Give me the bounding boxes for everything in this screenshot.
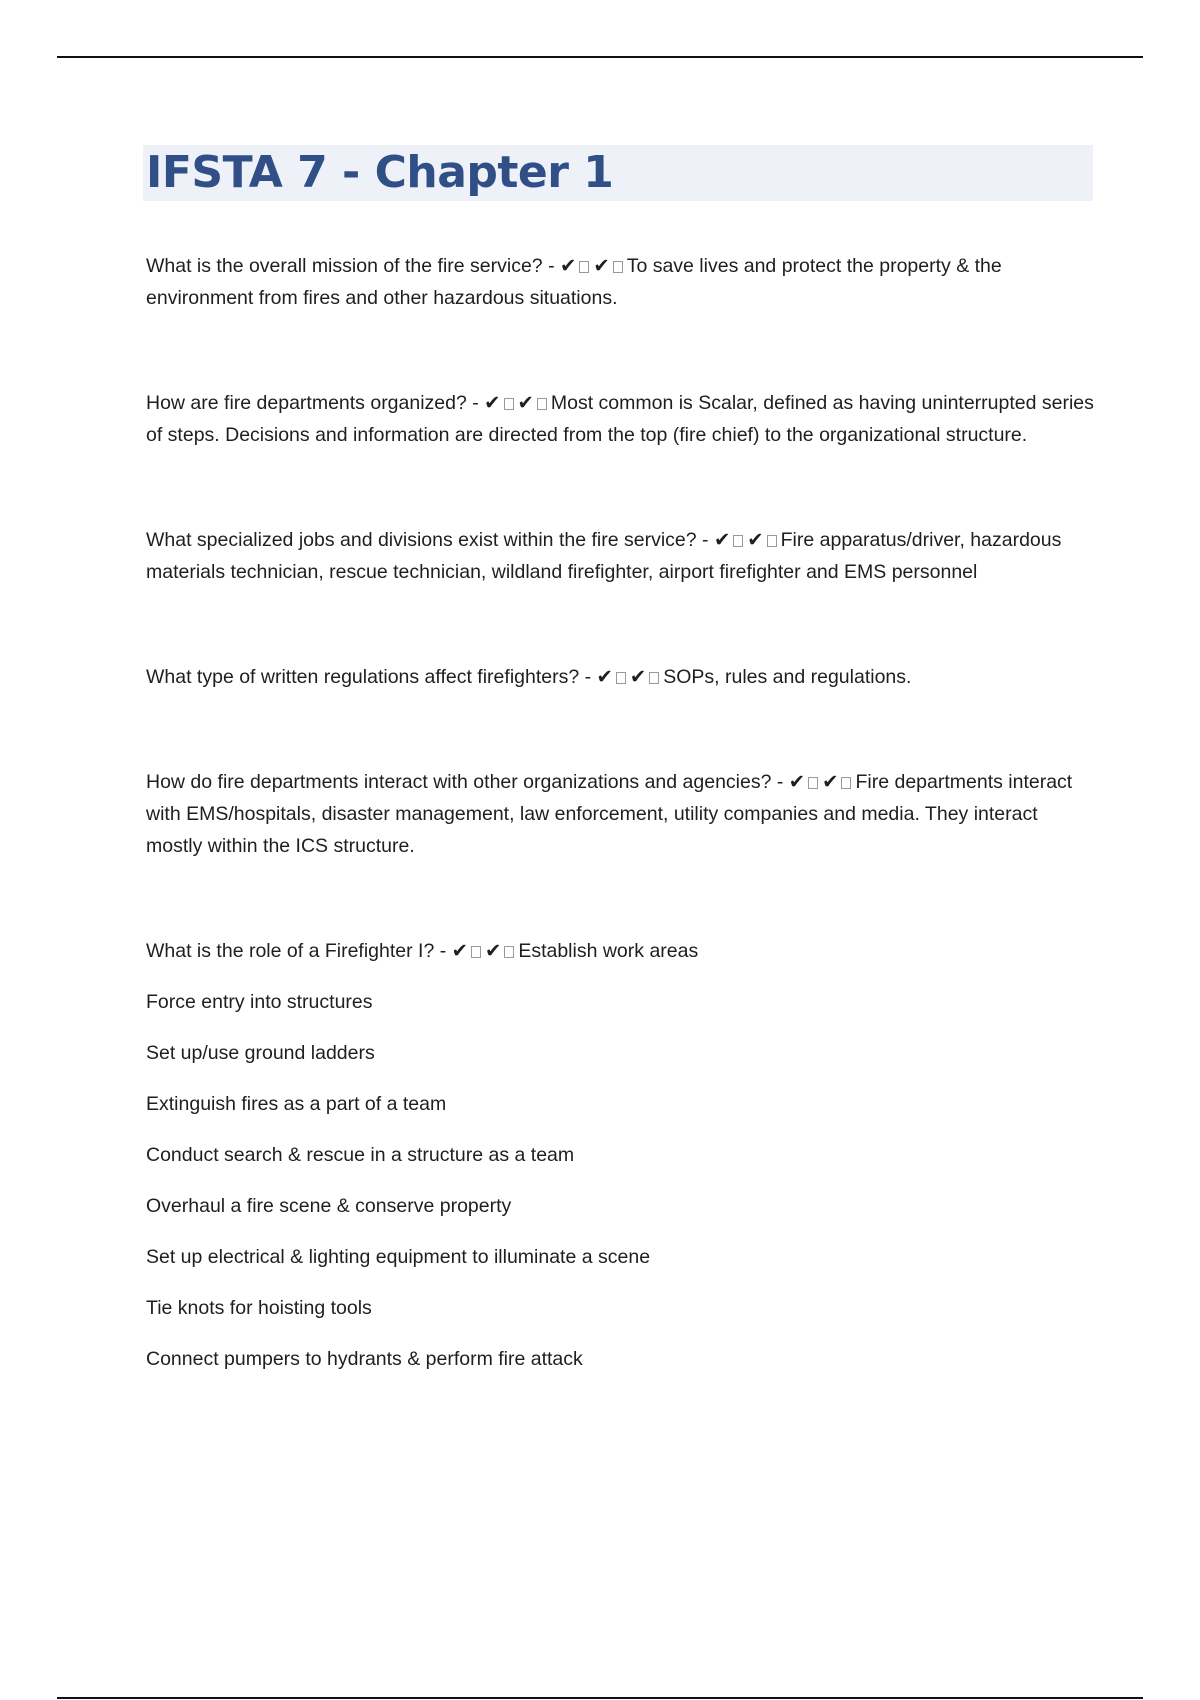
list-item: Set up/use ground ladders: [146, 1042, 375, 1064]
qa-text: [146, 250, 1096, 314]
list-item: Force entry into structures: [146, 991, 373, 1013]
list-item: Overhaul a fire scene & conserve property: [146, 1195, 512, 1217]
check-icon: ✔: [822, 770, 839, 793]
qa-item: [146, 935, 1096, 1375]
check-icon: ✔: [517, 391, 534, 414]
check-icon: ✔: [560, 254, 577, 277]
list-item: Tie knots for hoisting tools: [146, 1297, 372, 1319]
box-glyph-icon: [649, 672, 659, 684]
qa-item: [146, 387, 1096, 451]
question-text: How are fire departments organized? -: [146, 392, 479, 414]
check-icon: ✔: [629, 665, 647, 688]
qa-text: [146, 935, 1096, 967]
check-icon: ✔: [713, 528, 731, 551]
qa-item: [146, 661, 1096, 693]
qa-item: [146, 766, 1096, 862]
check-icon: ✔: [451, 939, 468, 962]
qa-text: [146, 661, 1096, 693]
question-text: What specialized jobs and divisions exist within the fire service? -: [146, 529, 709, 551]
box-glyph-icon: [613, 261, 623, 273]
check-icon: ✔: [593, 254, 610, 277]
question-text: What is the role of a Firefighter I? -: [146, 940, 447, 962]
box-glyph-icon: [579, 261, 589, 273]
box-glyph-icon: [767, 535, 777, 547]
check-icon: ✔: [596, 665, 613, 688]
answer-text: SOPs, rules and regulations.: [663, 666, 912, 688]
qa-item: [146, 524, 1096, 588]
document-title: IFSTA 7 - Chapter 1: [146, 147, 614, 198]
list-item: Set up electrical & lighting equipment to illuminate a scene: [146, 1246, 651, 1268]
box-glyph-icon: [471, 946, 481, 958]
answer-text: Establish work areas: [518, 940, 699, 962]
question-text: What is the overall mission of the fire service? -: [146, 255, 555, 277]
answer-text: Fire apparatus/driver, hazardous materials technician, rescue technician, wildland firefighter, airport firefighter and EMS personnel: [146, 529, 1062, 583]
check-icon: ✔: [484, 939, 502, 962]
list-item: Extinguish fires as a part of a team: [146, 1093, 447, 1115]
answer-text: To save lives and protect the property & the environment from fires and other hazardous situations.: [146, 255, 1002, 309]
answer-text: Fire departments interact with EMS/hospitals, disaster management, law enforcement, utility companies and media. They interact mostly within the ICS structure.: [146, 771, 1073, 857]
role-list: [146, 986, 1096, 1375]
footer-rule: [57, 1697, 1143, 1699]
box-glyph-icon: [841, 777, 851, 789]
check-icon: ✔: [788, 770, 806, 793]
header-rule: [57, 56, 1143, 58]
box-glyph-icon: [733, 535, 743, 547]
qa-content: [146, 250, 1096, 1375]
box-glyph-icon: [504, 946, 514, 958]
question-text: What type of written regulations affect firefighters? -: [146, 666, 592, 688]
qa-text: [146, 524, 1096, 588]
box-glyph-icon: [504, 398, 514, 410]
check-icon: ✔: [747, 528, 764, 551]
list-item: Connect pumpers to hydrants & perform fire attack: [146, 1348, 583, 1370]
answer-text: Most common is Scalar, defined as having uninterrupted series of steps. Decisions and information are directed from the top (fire chief) to the organizational structure.: [146, 392, 1094, 446]
check-icon: ✔: [484, 391, 501, 414]
qa-text: [146, 387, 1096, 451]
qa-text: [146, 766, 1096, 862]
question-text: How do fire departments interact with other organizations and agencies? -: [146, 771, 784, 793]
qa-item: [146, 250, 1096, 314]
box-glyph-icon: [537, 398, 547, 410]
box-glyph-icon: [616, 672, 626, 684]
box-glyph-icon: [808, 777, 818, 789]
list-item: Conduct search & rescue in a structure as a team: [146, 1144, 575, 1166]
